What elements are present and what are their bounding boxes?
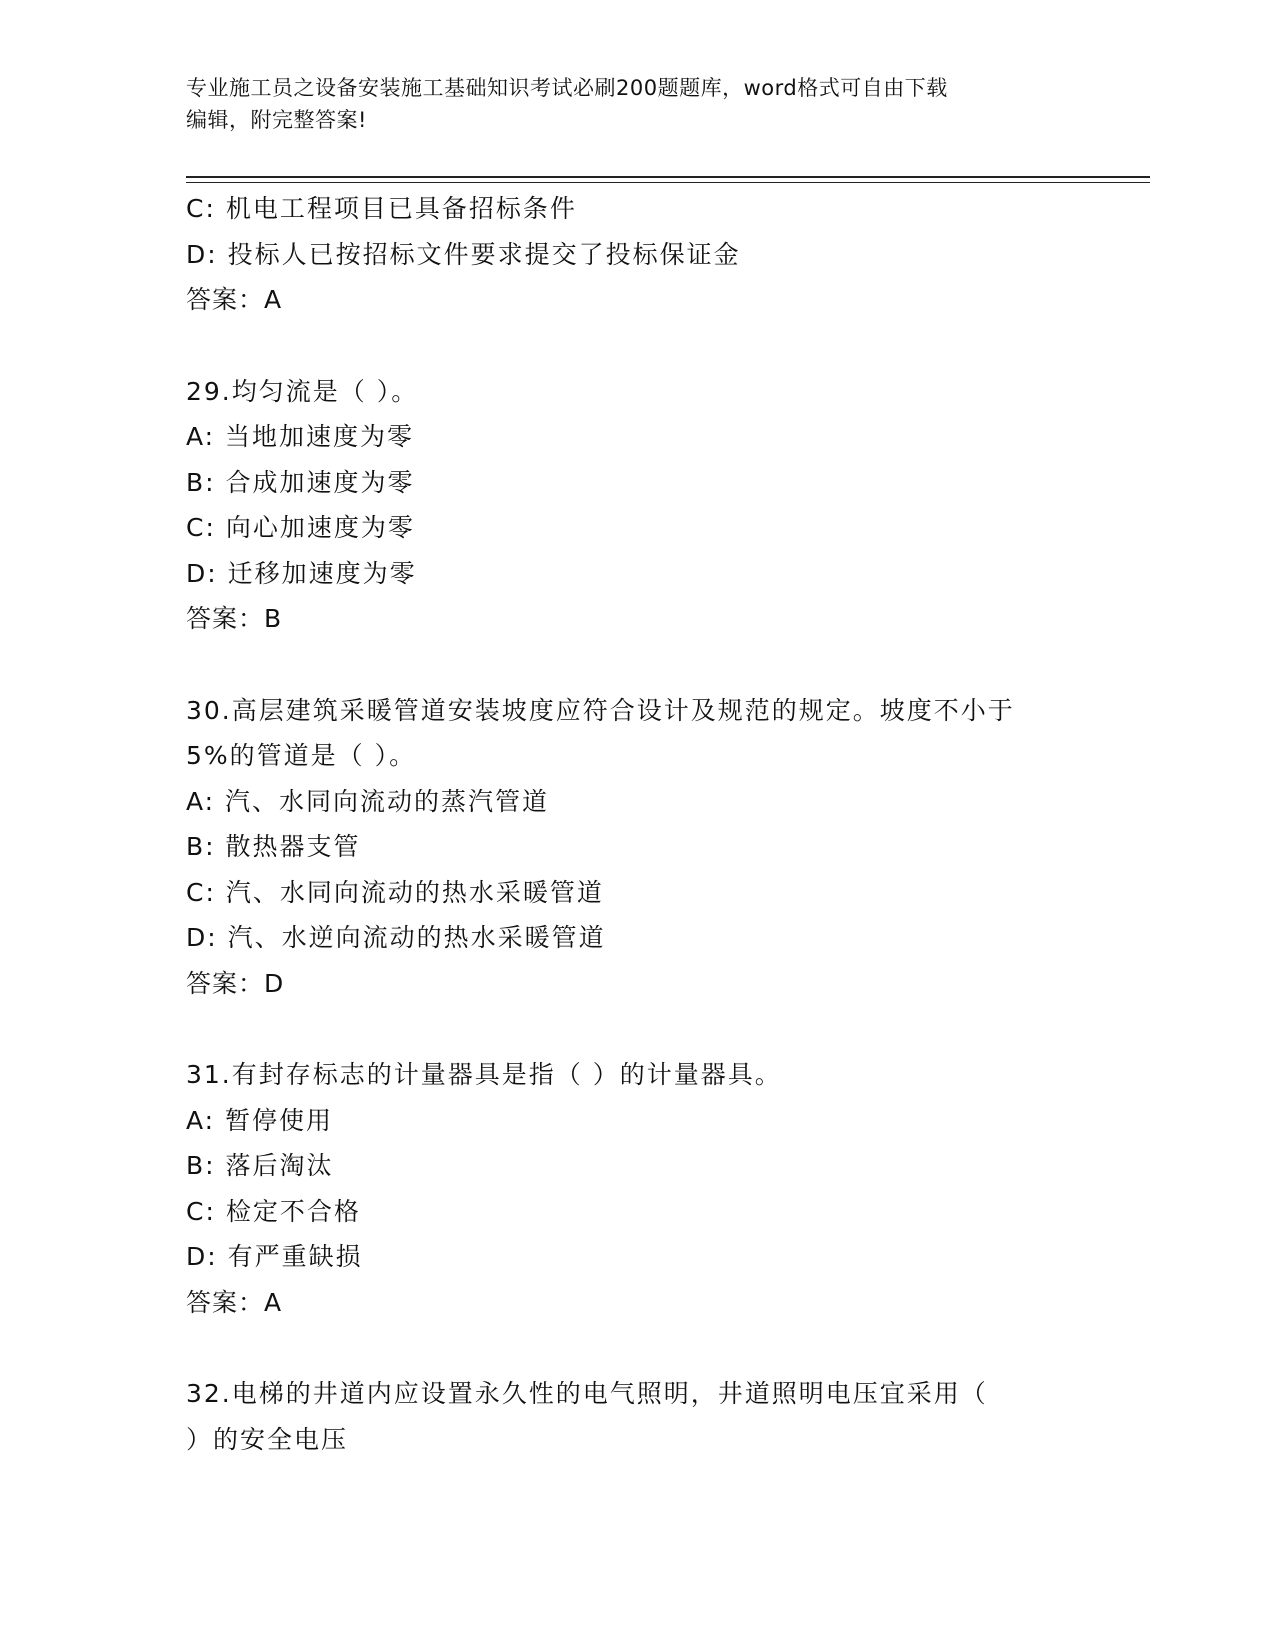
question-30	[186, 688, 1086, 1007]
answer-line: 答案：A	[186, 285, 283, 314]
question-stem-line-2: ）的安全电压	[186, 1424, 349, 1454]
answer-line: 答案：A	[186, 1287, 283, 1317]
question-stem-line-2: 5%的管道是（ ）。	[186, 741, 417, 770]
option-d: D: 投标人已按招标文件要求提交了投标保证金	[186, 239, 741, 269]
option-a: A: 暂停使用	[186, 1105, 334, 1135]
option-a: A: 汽、水同向流动的蒸汽管道	[186, 786, 550, 816]
question-28-continued	[186, 186, 1086, 323]
document-header	[186, 72, 1066, 136]
option-b: B: 合成加速度为零	[186, 467, 415, 497]
question-stem-line-1: 32.电梯的井道内应设置永久性的电气照明，井道照明电压宜采用（	[186, 1379, 988, 1408]
option-c: C: 汽、水同向流动的热水采暖管道	[186, 877, 604, 907]
spacer	[186, 1325, 1086, 1371]
question-stem: 29.均匀流是（ ）。	[186, 376, 419, 406]
option-b: B: 落后淘汰	[186, 1151, 334, 1180]
spacer	[186, 323, 1086, 369]
question-stem: 31.有封存标志的计量器具是指（ ）的计量器具。	[186, 1060, 782, 1089]
question-list	[186, 186, 1086, 1462]
option-b: B: 散热器支管	[186, 832, 361, 861]
option-a: A: 当地加速度为零	[186, 422, 415, 451]
option-d: D: 汽、水逆向流动的热水采暖管道	[186, 923, 606, 952]
header-divider-thick	[186, 176, 1150, 178]
option-d: D: 迁移加速度为零	[186, 558, 417, 588]
question-stem-line-1: 30.高层建筑采暖管道安装坡度应符合设计及规范的规定。坡度不小于	[186, 695, 1015, 725]
header-divider-thin	[186, 182, 1150, 183]
header-line-1: 专业施工员之设备安装施工基础知识考试必刷200题题库，word格式可自由下载	[186, 76, 948, 100]
question-32	[186, 1371, 1086, 1462]
question-31	[186, 1052, 1086, 1325]
question-29	[186, 369, 1086, 642]
option-c: C: 向心加速度为零	[186, 513, 415, 542]
option-c: C: 检定不合格	[186, 1196, 361, 1226]
spacer	[186, 1006, 1086, 1052]
option-c: C: 机电工程项目已具备招标条件	[186, 194, 577, 223]
answer-line: 答案：D	[186, 968, 285, 998]
spacer	[186, 642, 1086, 688]
option-d: D: 有严重缺损	[186, 1242, 363, 1271]
header-line-2: 编辑，附完整答案!	[186, 108, 367, 132]
answer-line: 答案：B	[186, 604, 283, 633]
